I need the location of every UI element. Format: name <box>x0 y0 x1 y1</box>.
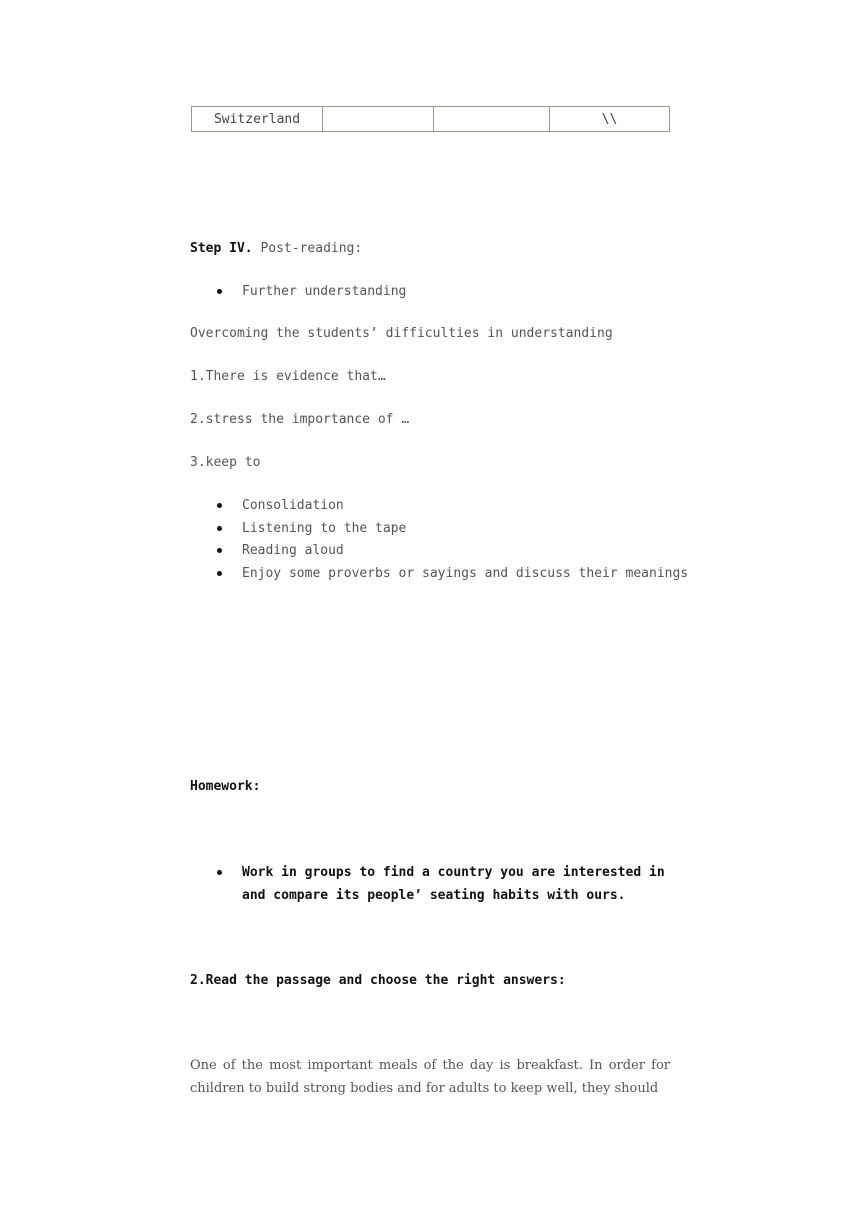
list-item-label: Consolidation <box>242 498 344 513</box>
country-table <box>191 106 670 132</box>
table-cell-country: Switzerland <box>192 107 323 132</box>
overcoming-text: Overcoming the students’ difficulties in understanding <box>190 326 613 341</box>
list-item <box>190 540 688 563</box>
further-list <box>190 281 406 304</box>
list-item-label: Enjoy some proverbs or sayings and discuss their meanings <box>242 565 689 581</box>
homework-item <box>190 862 690 907</box>
step-four-heading <box>190 241 362 256</box>
task-two-heading: 2.Read the passage and choose the right answers: <box>190 973 566 988</box>
bullet-icon <box>217 870 222 875</box>
bullet-icon <box>217 526 222 531</box>
passage-text: One of the most important meals of the day is breakfast. In order for children to build strong bodies and for adults to keep well, they should <box>190 1058 670 1096</box>
list-item <box>190 495 688 518</box>
point-1: 1.There is evidence that… <box>190 369 386 384</box>
bullet-icon <box>217 503 222 508</box>
point-3: 3.keep to <box>190 455 261 470</box>
list-item-label: Further understanding <box>242 284 407 299</box>
homework-heading: Homework: <box>190 779 261 794</box>
step-title: Post-reading: <box>260 241 363 256</box>
list-item <box>190 281 406 304</box>
bullet-icon <box>217 548 222 553</box>
table-cell <box>323 107 434 132</box>
point-2: 2.stress the importance of … <box>190 412 410 427</box>
list-item <box>190 563 688 586</box>
table-row <box>192 107 670 132</box>
table-cell <box>434 107 550 132</box>
list-item <box>190 518 688 541</box>
list-item-label: Reading aloud <box>242 543 344 558</box>
bullet-icon <box>217 289 222 294</box>
activity-list <box>190 495 688 585</box>
bullet-icon <box>217 571 222 576</box>
homework-task: Work in groups to find a country you are interested in and compare its people’ seating habits with ours. <box>242 865 665 903</box>
table-cell: \\ <box>550 107 670 132</box>
list-item-label: Listening to the tape <box>242 520 407 536</box>
step-label: Step IV. <box>190 241 253 256</box>
